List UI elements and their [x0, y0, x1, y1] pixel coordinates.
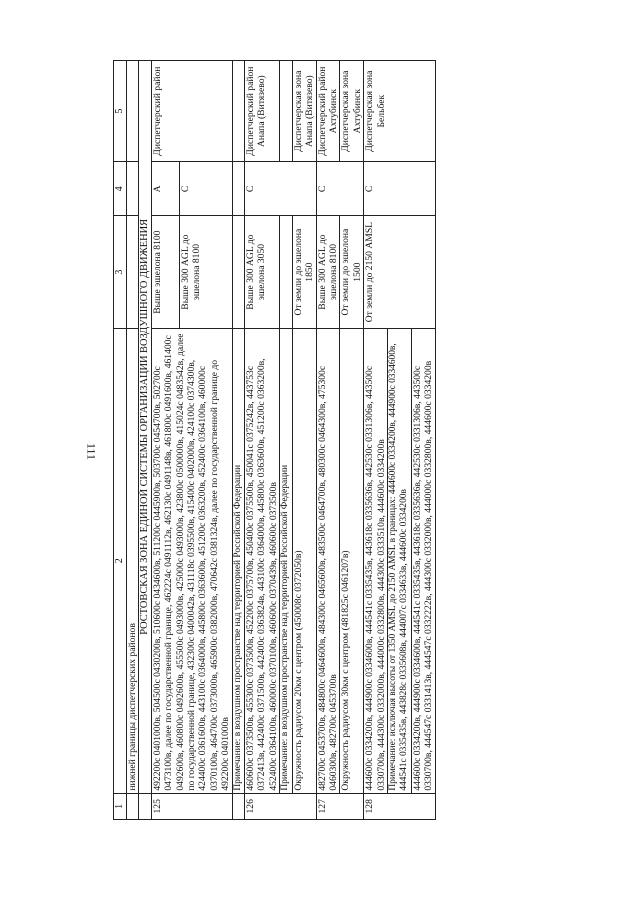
col-header-4: 4: [114, 162, 127, 216]
altitude-limits: Выше 300 AGL до эшелона 3050: [245, 216, 280, 328]
circle-description: Окружность радиусом 20км с центром (450008с 0372050в): [292, 328, 316, 793]
atc-unit: Диспетчерская зона Анапа (Витязево): [292, 61, 316, 162]
zone-title-row: [139, 61, 151, 820]
column-header-row: [114, 61, 127, 820]
col-header-2: 2: [114, 328, 127, 793]
col-header-1: 1: [114, 793, 127, 819]
atc-unit: Диспетчерский район: [151, 61, 232, 162]
col-header-3: 3: [114, 216, 127, 328]
intro-row: [127, 61, 139, 820]
table-row-128: [364, 61, 388, 820]
note-text: Примечание: в воздушном пространстве над территорией Российской Федерации: [232, 328, 244, 793]
col-header-5: 5: [114, 61, 127, 162]
atc-unit: Диспетчерская зона Бельбек: [364, 61, 435, 162]
row-number: 128: [364, 793, 435, 819]
table-row-127: [316, 61, 340, 820]
atc-unit: Диспетчерский район Ахтубинск: [316, 61, 340, 162]
rotated-page: [113, 60, 523, 820]
atc-unit: Диспетчерская зона Ахтубинск: [340, 61, 364, 162]
boundary-coordinates: 492200с 0401000в, 504500с 0430200в, 510600с 0434600в, 511200с 0445900в, 503700с 0454700в, 502700с 0473100в, далее по государственной границе, 462224с 0491112в, 462130с 0491148в, 461800с 0491600в, 461400с 0492600в, 460800с 0492600в, 455500с 0493000в, 425000с 0493000в, 423800с 0500000в, 415024с 0483542в, далее по государственной границе, 432300с 0400042в, 431118с 0395500в, 415400с 0402000в, 424100с 0374300в, 424400с 0361600в, 443100с 0364000в, 445800с 0363600в, 451200с 0363200в, 452400с 0364100в, 460000с 0370100в, 464700с 0373000в, 465900с 0382000в, 470642с 0381324в, далее по государственной границе до 492200с 0401000в: [151, 328, 232, 793]
row-number: 127: [316, 793, 364, 819]
row-number: 126: [245, 793, 316, 819]
note-text: Примечание: в воздушном пространстве над территорией Российской Федерации: [280, 328, 292, 793]
row-number: 125: [151, 793, 232, 819]
table-row-125: [151, 61, 179, 820]
boundary-coordinates: 482700с 0453700в, 484800с 0464600в, 484300с 0465600в, 483500с 0464700в, 480300с 0464300в, 475300с 0460300в, 482700с 0453700в: [316, 328, 340, 793]
boundary-coordinates: 444600с 0334200в, 444900с 0334600в, 444541с 0335435в, 443618с 0335636в, 442530с 0331306в, 443500с 0330700в, 444300с 0332000в, 444000с 0332800в, 444300с 0333510в, 444600с 0334200в: [364, 328, 388, 793]
circle-description: Окружность радиусом 30км с центром (481825с 0461207в): [340, 328, 364, 793]
airspace-class: C: [179, 162, 232, 216]
note-row-125: [232, 61, 244, 820]
airspace-class: A: [151, 162, 179, 216]
zone-title: РОСТОВСКАЯ ЗОНА ЕДИНОЙ СИСТЕМЫ ОРГАНИЗАЦИИ ВОЗДУШНОГО ДВИЖЕНИЯ: [139, 61, 151, 794]
table-row-126: [245, 61, 280, 820]
boundary-coordinates: 444600с 0334200в, 444900с 0334600в, 444541с 0335435в, 443618с 0335636в, 442530с 0331306в, 443500с 0330700в, 444547с 0331413в, 444547с 0332222в, 444300с 0332000в, 444000с 0332800в, 444600с 0334200в: [411, 328, 435, 793]
atc-unit: Диспетчерский район Анапа (Витязево): [245, 61, 280, 162]
page-number: 111: [84, 442, 99, 461]
airspace-class: C: [364, 162, 435, 216]
altitude-limits: Выше 300 AGL до эшелона 8100: [316, 216, 340, 328]
altitude-limits: От земли до эшелона 1850: [292, 216, 316, 328]
boundary-coordinates: 460600с 0373500в, 455300с 0373500в, 452200с 0375700в, 450400с 0375500в, 450041с 0375242в, 443753с 0372413в, 442400с 0371500в, 442400с 0363824в, 443100с 0364000в, 445800с 0363600в, 451200с 0363200в, 452400с 0364100в, 460000с 0370100в, 460600с 0370439в, 460600с 0373500в: [245, 328, 280, 793]
altitude-limits: Выше эшелона 8100: [151, 216, 179, 328]
airspace-table: [113, 60, 436, 820]
altitude-limits: Выше 300 AGL до эшелона 8100: [179, 216, 232, 328]
airspace-class: C: [316, 162, 364, 216]
altitude-limits: От земли до 2150 AMSL: [364, 216, 435, 328]
airspace-class: C: [245, 162, 316, 216]
intro-text: нижней границы диспетчерских районов: [127, 328, 139, 793]
altitude-limits: От земли до эшелона 1500: [340, 216, 364, 328]
note-text: Примечание: исключая высоты от 1350 AMSL до 2150 AMSL в границах: 444600с 0334200в, 444900с 0334600в, 444541с 0335435в, 443828с 0335608в, 444007с 0334633в, 444600с 0334200в: [387, 328, 411, 793]
